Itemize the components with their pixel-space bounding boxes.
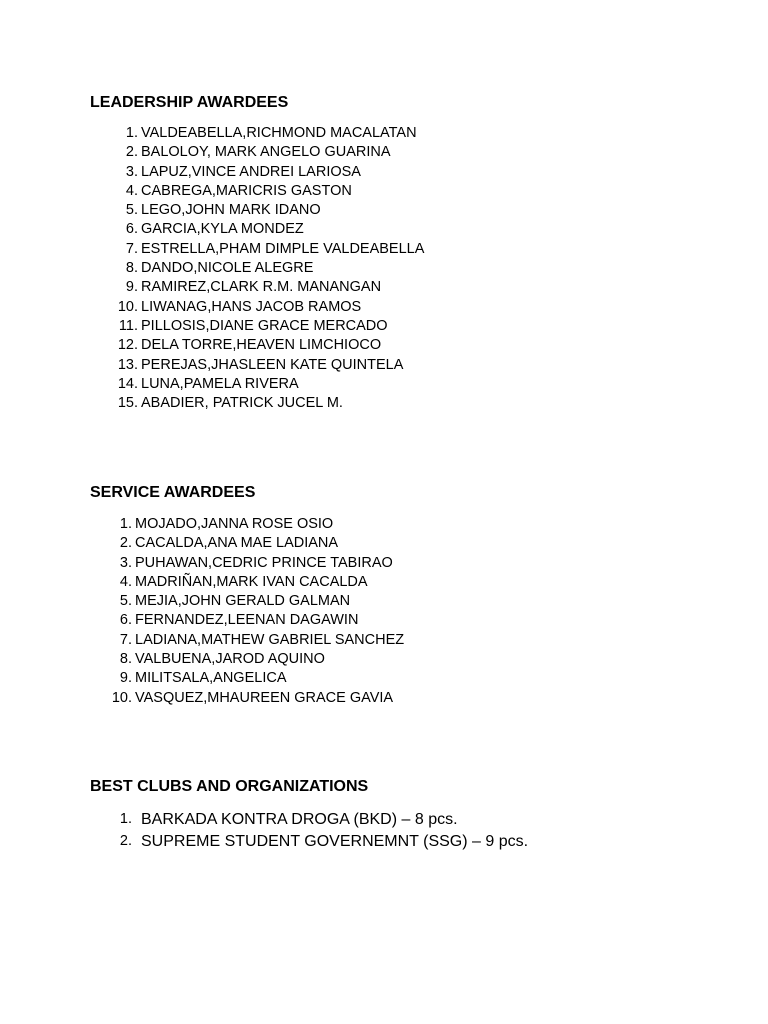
list-item-text: BALOLOY, MARK ANGELO GUARINA xyxy=(141,144,391,161)
list-item-number: 4. xyxy=(125,182,138,199)
list-item-number: 3. xyxy=(119,554,132,571)
list-item xyxy=(90,809,690,831)
list-item xyxy=(90,240,690,259)
list-item-number: 12. xyxy=(117,337,138,354)
list-item-text: DANDO,NICOLE ALEGRE xyxy=(141,260,314,277)
list-item-number: 9. xyxy=(119,670,132,687)
list-item xyxy=(90,201,690,220)
list-item-text: FERNANDEZ,LEENAN DAGAWIN xyxy=(135,612,359,629)
list-item xyxy=(90,611,690,630)
list-item-number: 1. xyxy=(119,516,132,532)
list-item xyxy=(90,124,690,143)
list-item xyxy=(90,554,690,573)
list-item-number: 4. xyxy=(119,573,132,590)
list-item-number: 5. xyxy=(119,593,132,610)
list-item-text: VALDEABELLA,RICHMOND MACALATAN xyxy=(141,125,417,141)
list-item xyxy=(90,534,690,553)
list-item-number: 3. xyxy=(125,163,138,180)
section-title: SERVICE AWARDEES xyxy=(90,484,256,501)
list-item-text: VALBUENA,JAROD AQUINO xyxy=(135,651,325,668)
list-item-text: ESTRELLA,PHAM DIMPLE VALDEABELLA xyxy=(141,240,425,257)
list-item-text: GARCIA,KYLA MONDEZ xyxy=(141,221,304,238)
list-item-text: LUNA,PAMELA RIVERA xyxy=(141,375,299,392)
list-item-number: 5. xyxy=(125,202,138,219)
list-item-text: LADIANA,MATHEW GABRIEL SANCHEZ xyxy=(135,631,405,648)
list-item xyxy=(90,356,690,375)
list-item-number: 13. xyxy=(117,356,138,373)
list-item-text: VASQUEZ,MHAUREEN GRACE GAVIA xyxy=(135,689,394,706)
list-item xyxy=(90,375,690,394)
list-item xyxy=(90,278,690,297)
list-item-text: DELA TORRE,HEAVEN LIMCHIOCO xyxy=(141,337,382,354)
list-item xyxy=(90,317,690,336)
list-item xyxy=(90,298,690,317)
award-list xyxy=(90,515,690,708)
list-item-text: CACALDA,ANA MAE LADIANA xyxy=(135,535,339,552)
section-title: LEADERSHIP AWARDEES xyxy=(90,94,289,111)
list-item-number: 2. xyxy=(119,535,132,552)
list-item xyxy=(90,182,690,201)
list-item xyxy=(90,831,690,853)
list-item-number: 8. xyxy=(119,651,132,668)
list-item xyxy=(90,259,690,278)
list-item-text: LEGO,JOHN MARK IDANO xyxy=(141,202,321,219)
list-item-number: 6. xyxy=(119,612,132,629)
list-item xyxy=(90,689,690,708)
service-awardees-section xyxy=(90,483,690,708)
list-item-text: ABADIER, PATRICK JUCEL M. xyxy=(141,395,343,412)
best-clubs-section xyxy=(90,777,690,852)
list-item-text: MEJIA,JOHN GERALD GALMAN xyxy=(135,593,351,610)
award-list xyxy=(90,809,690,852)
list-item-number: 1. xyxy=(125,125,138,141)
list-item-number: 1. xyxy=(119,811,132,827)
list-item-number: 10. xyxy=(117,298,138,315)
list-item-text: PUHAWAN,CEDRIC PRINCE TABIRAO xyxy=(135,554,393,571)
list-item xyxy=(90,573,690,592)
list-item-text: LIWANAG,HANS JACOB RAMOS xyxy=(141,298,362,315)
list-item xyxy=(90,220,690,239)
list-item-text: CABREGA,MARICRIS GASTON xyxy=(141,182,352,199)
list-item xyxy=(90,163,690,182)
list-item xyxy=(90,143,690,162)
list-item-number: 2. xyxy=(119,832,132,849)
list-item-number: 10. xyxy=(111,689,132,706)
list-item-number: 8. xyxy=(125,260,138,277)
list-item xyxy=(90,394,690,413)
list-item-text: BARKADA KONTRA DROGA (BKD) – 8 pcs. xyxy=(141,811,458,828)
list-item-text: MILITSALA,ANGELICA xyxy=(135,670,287,687)
award-list xyxy=(90,124,690,413)
leadership-awardees-section xyxy=(90,93,690,413)
list-item xyxy=(90,669,690,688)
list-item-text: LAPUZ,VINCE ANDREI LARIOSA xyxy=(141,163,361,180)
section-title: BEST CLUBS AND ORGANIZATIONS xyxy=(90,778,369,795)
list-item-number: 6. xyxy=(125,221,138,238)
list-item-text: MADRIÑAN,MARK IVAN CACALDA xyxy=(135,573,368,590)
list-item-text: PILLOSIS,DIANE GRACE MERCADO xyxy=(141,317,388,334)
list-item-text: RAMIREZ,CLARK R.M. MANANGAN xyxy=(141,279,382,296)
list-item-number: 15. xyxy=(117,395,138,412)
list-item-text: MOJADO,JANNA ROSE OSIO xyxy=(135,516,334,532)
list-item-number: 9. xyxy=(125,279,138,296)
list-item-number: 7. xyxy=(125,240,138,257)
list-item xyxy=(90,336,690,355)
list-item-number: 2. xyxy=(125,144,138,161)
list-item-number: 11. xyxy=(118,317,138,334)
list-item xyxy=(90,650,690,669)
list-item xyxy=(90,592,690,611)
list-item-number: 14. xyxy=(117,375,138,392)
list-item xyxy=(90,631,690,650)
list-item-text: PEREJAS,JHASLEEN KATE QUINTELA xyxy=(141,356,404,373)
list-item-text: SUPREME STUDENT GOVERNEMNT (SSG) – 9 pcs. xyxy=(141,832,529,850)
list-item xyxy=(90,515,690,534)
list-item-number: 7. xyxy=(119,631,132,648)
